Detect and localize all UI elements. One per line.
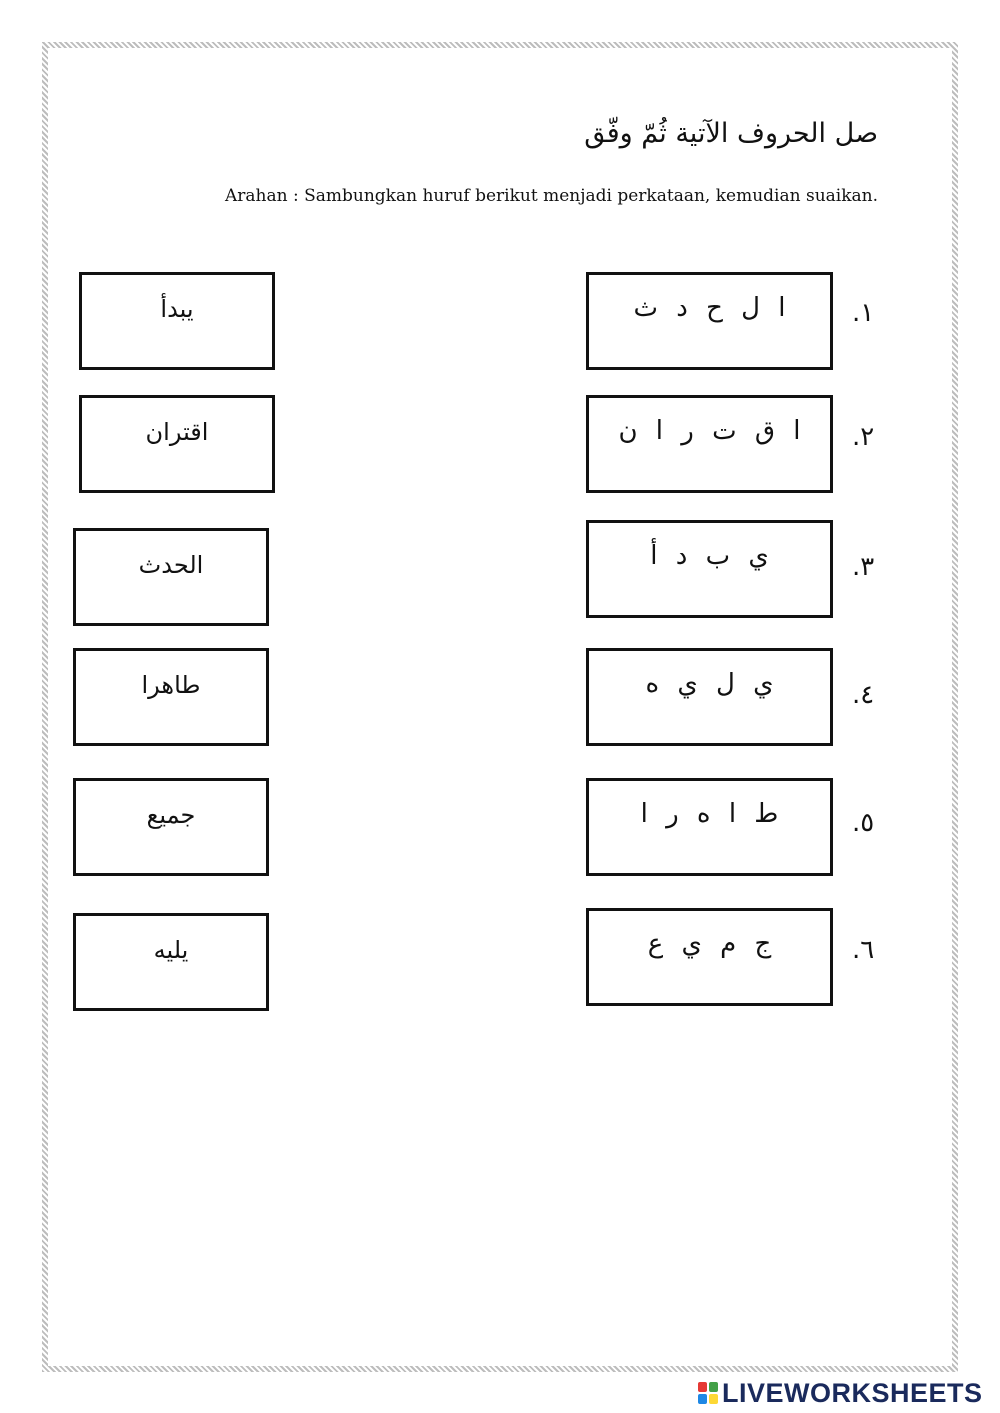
answer-box-4[interactable]: طاهرا — [73, 648, 269, 746]
question-letters-3[interactable]: ي ب د أ — [586, 520, 833, 618]
question-number-2: .٢ — [852, 422, 875, 452]
question-letters-4[interactable]: ي ل ي ه — [586, 648, 833, 746]
logo-text: LIVEWORKSHEETS — [722, 1377, 983, 1408]
question-letters-6[interactable]: ج م ي ع — [586, 908, 833, 1006]
answer-box-2[interactable]: اقتران — [79, 395, 275, 493]
worksheet-instruction: Arahan : Sambungkan huruf berikut menjadi perkataan, kemudian suaikan. — [224, 186, 878, 206]
question-number-4: .٤ — [852, 680, 875, 710]
answer-box-5[interactable]: جميع — [73, 778, 269, 876]
question-letters-5[interactable]: ط ا ه ر ا — [586, 778, 833, 876]
question-number-5: .٥ — [852, 808, 875, 838]
answer-box-1[interactable]: يبدأ — [79, 272, 275, 370]
liveworksheets-logo — [698, 1378, 983, 1408]
logo-square — [698, 1382, 707, 1392]
question-number-1: .١ — [852, 298, 875, 328]
worksheet-title: صل الحروف الآتية ثُمّ وفّق — [584, 118, 878, 149]
logo-square — [698, 1394, 707, 1404]
answer-box-3[interactable]: الحدث — [73, 528, 269, 626]
answer-box-6[interactable]: يليه — [73, 913, 269, 1011]
question-letters-1[interactable]: ا ل ح د ث — [586, 272, 833, 370]
logo-squares-icon — [698, 1382, 718, 1404]
question-number-6: .٦ — [852, 935, 875, 965]
question-number-3: .٣ — [852, 552, 875, 582]
question-letters-2[interactable]: ا ق ت ر ا ن — [586, 395, 833, 493]
logo-square — [709, 1382, 718, 1392]
logo-square — [709, 1394, 718, 1404]
